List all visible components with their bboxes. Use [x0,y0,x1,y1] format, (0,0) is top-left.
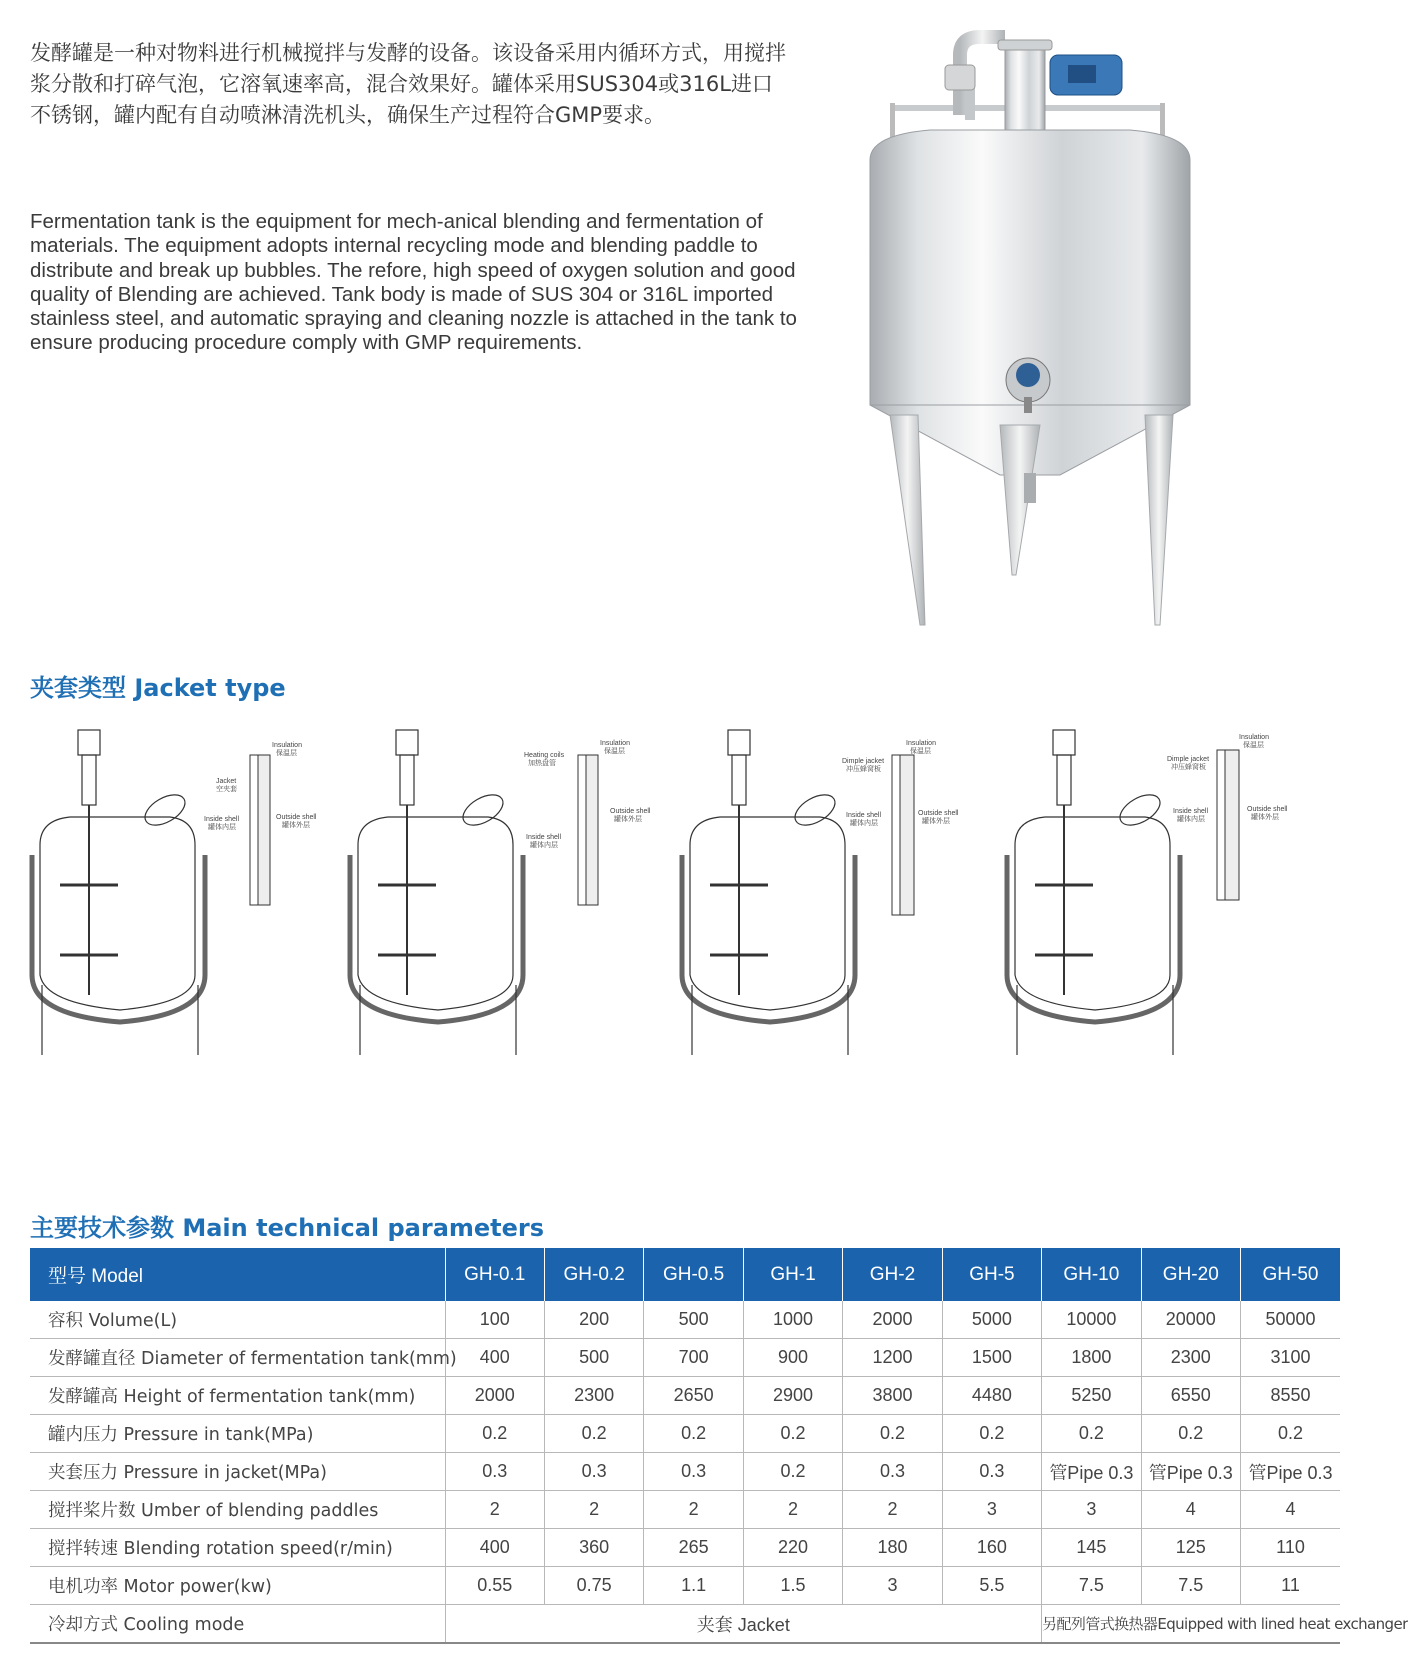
table-cell: 1800 [1042,1339,1141,1377]
table-cell: 0.2 [743,1453,842,1491]
header-cell: GH-20 [1141,1248,1240,1301]
diagram-label-cn: 罐体外层 [282,821,310,829]
table-cell: 0.3 [544,1453,643,1491]
fermentation-tank-illustration [890,25,1240,665]
table-cell: 5.5 [942,1567,1041,1605]
jacket-diagram-dimple [670,725,1000,1120]
table-cell: 2 [644,1491,743,1529]
jacket-diagram-plain [20,725,350,1120]
row-label: 夹套压力 Pressure in jacket(MPa) [30,1453,445,1491]
table-row [30,1529,1340,1567]
table-cell: 200 [544,1301,643,1339]
table-cell: 3800 [843,1377,942,1415]
jacket-detail-dimple [842,740,959,915]
table-cell: 2 [544,1491,643,1529]
diagram-label-cn: 保温层 [276,749,297,757]
table-row [30,1415,1340,1453]
table-cell: 0.3 [942,1453,1041,1491]
header-cell: GH-5 [942,1248,1041,1301]
intro-text-chinese: 发酵罐是一种对物料进行机械搅拌与发酵的设备。该设备采用内循环方式，用搅拌浆分散和打碎气泡，它溶氧速率高，混合效果好。罐体采用SUS304或316L进口不锈钢，罐内配有自动喷淋清洗机头，确保生产过程符合GMP要求。 [30,41,786,127]
table-cell: 5250 [1042,1377,1141,1415]
row-label: 电机功率 Motor power(kw) [30,1567,445,1605]
diagram-label-cn: 保温层 [910,747,931,755]
diagram-label-cn: 冲压蜂窝板 [846,765,881,773]
table-cell: 2300 [1141,1339,1240,1377]
diagram-label-cn: 保温层 [604,747,625,755]
diagram-label-en: Insulation [906,740,936,747]
table-cell: 1.5 [743,1567,842,1605]
table-cell: 8550 [1241,1377,1341,1415]
jacket-diagram-dimple-2 [995,725,1325,1120]
table-cell: 900 [743,1339,842,1377]
jacket-diagrams [20,725,1350,1120]
diagram-label-cn: 罐体外层 [1251,813,1279,821]
table-cell: 145 [1042,1529,1141,1567]
jacket-diagram-coil [338,725,668,1120]
table-cell: 1500 [942,1339,1041,1377]
diagram-label-en: Inside shell [204,816,240,823]
header-cell: GH-0.1 [445,1248,544,1301]
diagram-label-cn: 罐体内层 [1177,815,1205,823]
tank-schematic [350,730,523,1055]
intro-text-english: Fermentation tank is the equipment for mech-anical blending and fermentation of materials. The equipment adopts internal recycling mode and blending paddle to distribute and break up bubbles. The refore, high speed of oxygen solution and good quality of Blending are achieved. Tank body is made of SUS 304 or 316L imported stainless steel, and automatic spraying and cleaning nozzle is attached in the tank to ensure producing procedure comply with GMP requirements. [30,210,797,355]
table-cell: 管Pipe 0.3 [1042,1453,1141,1491]
table-cell: 20000 [1141,1301,1240,1339]
table-cell: 500 [644,1301,743,1339]
header-cell: GH-0.2 [544,1248,643,1301]
row-label: 容积 Volume(L) [30,1301,445,1339]
row-label: 发酵罐直径 Diameter of fermentation tank(mm) [30,1339,445,1377]
params-title: 主要技术参数 Main technical parameters [30,1214,545,1242]
table-cell: 0.3 [445,1453,544,1491]
table-row [30,1339,1340,1377]
table-cell: 3 [942,1491,1041,1529]
header-cell: GH-50 [1241,1248,1341,1301]
table-cell: 6550 [1141,1377,1240,1415]
diagram-label-en: Insulation [600,740,630,747]
diagram-label-cn: 罐体内层 [850,819,878,827]
jacket-type-title: 夹套类型 Jacket type [30,674,286,702]
table-cell: 220 [743,1529,842,1567]
cooling-mode-label: 冷却方式 Cooling mode [30,1605,445,1644]
params-table [30,1248,1408,1644]
table-cell: 400 [445,1339,544,1377]
table-cell: 100 [445,1301,544,1339]
table-cell: 1200 [843,1339,942,1377]
cooling-jacket-cell: 夹套 Jacket [445,1605,1042,1644]
table-cell: 3 [843,1567,942,1605]
table-cell: 0.2 [445,1415,544,1453]
table-cell: 2 [743,1491,842,1529]
table-row [30,1491,1340,1529]
diagram-label-en: Jacket [216,778,237,785]
table-cell: 0.2 [843,1415,942,1453]
table-row [30,1301,1340,1339]
table-cell: 500 [544,1339,643,1377]
diagram-label-cn: 加热盘管 [528,759,556,767]
diagram-label-cn: 保温层 [1243,741,1264,749]
table-cell: 0.55 [445,1567,544,1605]
header-cell: 型号 Model [30,1248,445,1301]
tank-schematic [32,730,205,1055]
diagram-label-en: Dimple jacket [1167,756,1210,763]
table-cell: 0.2 [743,1415,842,1453]
table-cell: 2000 [445,1377,544,1415]
table-cell: 4 [1241,1491,1341,1529]
header-cell: GH-0.5 [644,1248,743,1301]
table-cell: 2 [843,1491,942,1529]
tank-schematic [682,730,855,1055]
table-cell: 1000 [743,1301,842,1339]
table-cell: 2900 [743,1377,842,1415]
table-row [30,1453,1340,1491]
jacket-detail-dimple-2 [1167,734,1288,900]
table-cell: 4480 [942,1377,1041,1415]
diagram-label-cn: 罐体外层 [922,817,950,825]
table-row [30,1605,1340,1644]
table-cell: 10000 [1042,1301,1141,1339]
table-cell: 0.3 [843,1453,942,1491]
table-cell: 160 [942,1529,1041,1567]
diagram-label-cn: 罐体内层 [530,841,558,849]
table-cell: 1.1 [644,1567,743,1605]
diagram-label-cn: 罐体外层 [614,815,642,823]
table-row [30,1377,1340,1415]
table-cell: 0.2 [1141,1415,1240,1453]
row-label: 搅拌转速 Blending rotation speed(r/min) [30,1529,445,1567]
row-label: 搅拌桨片数 Umber of blending paddles [30,1491,445,1529]
row-label: 罐内压力 Pressure in tank(MPa) [30,1415,445,1453]
table-cell: 0.2 [942,1415,1041,1453]
table-row [30,1567,1340,1605]
table-cell: 管Pipe 0.3 [1241,1453,1341,1491]
table-cell: 2300 [544,1377,643,1415]
table-cell: 50000 [1241,1301,1341,1339]
table-header-row [30,1248,1340,1301]
diagram-label-en: Inside shell [1173,808,1209,815]
table-cell: 3100 [1241,1339,1341,1377]
table-cell: 2650 [644,1377,743,1415]
diagram-label-en: Outside shell [1247,806,1288,813]
table-cell: 700 [644,1339,743,1377]
diagram-label-en: Outside shell [276,814,317,821]
table-cell: 0.2 [544,1415,643,1453]
header-cell: GH-1 [743,1248,842,1301]
diagram-label-cn: 冲压蜂窝板 [1171,763,1206,771]
table-cell: 5000 [942,1301,1041,1339]
table-cell: 7.5 [1042,1567,1141,1605]
diagram-label-en: Inside shell [846,812,882,819]
table-cell: 0.2 [644,1415,743,1453]
jacket-detail-coil [524,740,651,905]
table-cell: 管Pipe 0.3 [1141,1453,1240,1491]
header-cell: GH-10 [1042,1248,1141,1301]
table-cell: 2 [445,1491,544,1529]
diagram-label-cn: 空夹套 [216,785,237,793]
table-cell: 0.3 [644,1453,743,1491]
jacket-detail-plain [204,742,317,905]
table-cell: 11 [1241,1567,1341,1605]
table-cell: 0.75 [544,1567,643,1605]
table-cell: 7.5 [1141,1567,1240,1605]
table-cell: 125 [1141,1529,1240,1567]
cooling-exchanger-cell: 另配列管式换热器Equipped with lined heat exchanger [1042,1605,1340,1644]
table-cell: 2000 [843,1301,942,1339]
diagram-label-en: Outside shell [610,808,651,815]
diagram-label-en: Insulation [272,742,302,749]
diagram-label-en: Heating coils [524,752,565,759]
diagram-label-en: Outside shell [918,810,959,817]
table-cell: 0.2 [1042,1415,1141,1453]
diagram-label-cn: 罐体内层 [208,823,236,831]
header-cell: GH-2 [843,1248,942,1301]
table-cell: 265 [644,1529,743,1567]
table-cell: 180 [843,1529,942,1567]
tank-schematic [1007,730,1180,1055]
table-cell: 110 [1241,1529,1341,1567]
table-cell: 4 [1141,1491,1240,1529]
diagram-label-en: Inside shell [526,834,562,841]
table-cell: 360 [544,1529,643,1567]
table-cell: 400 [445,1529,544,1567]
row-label: 发酵罐高 Height of fermentation tank(mm) [30,1377,445,1415]
table-cell: 0.2 [1241,1415,1341,1453]
diagram-label-en: Insulation [1239,734,1269,741]
diagram-label-en: Dimple jacket [842,758,885,765]
table-cell: 3 [1042,1491,1141,1529]
